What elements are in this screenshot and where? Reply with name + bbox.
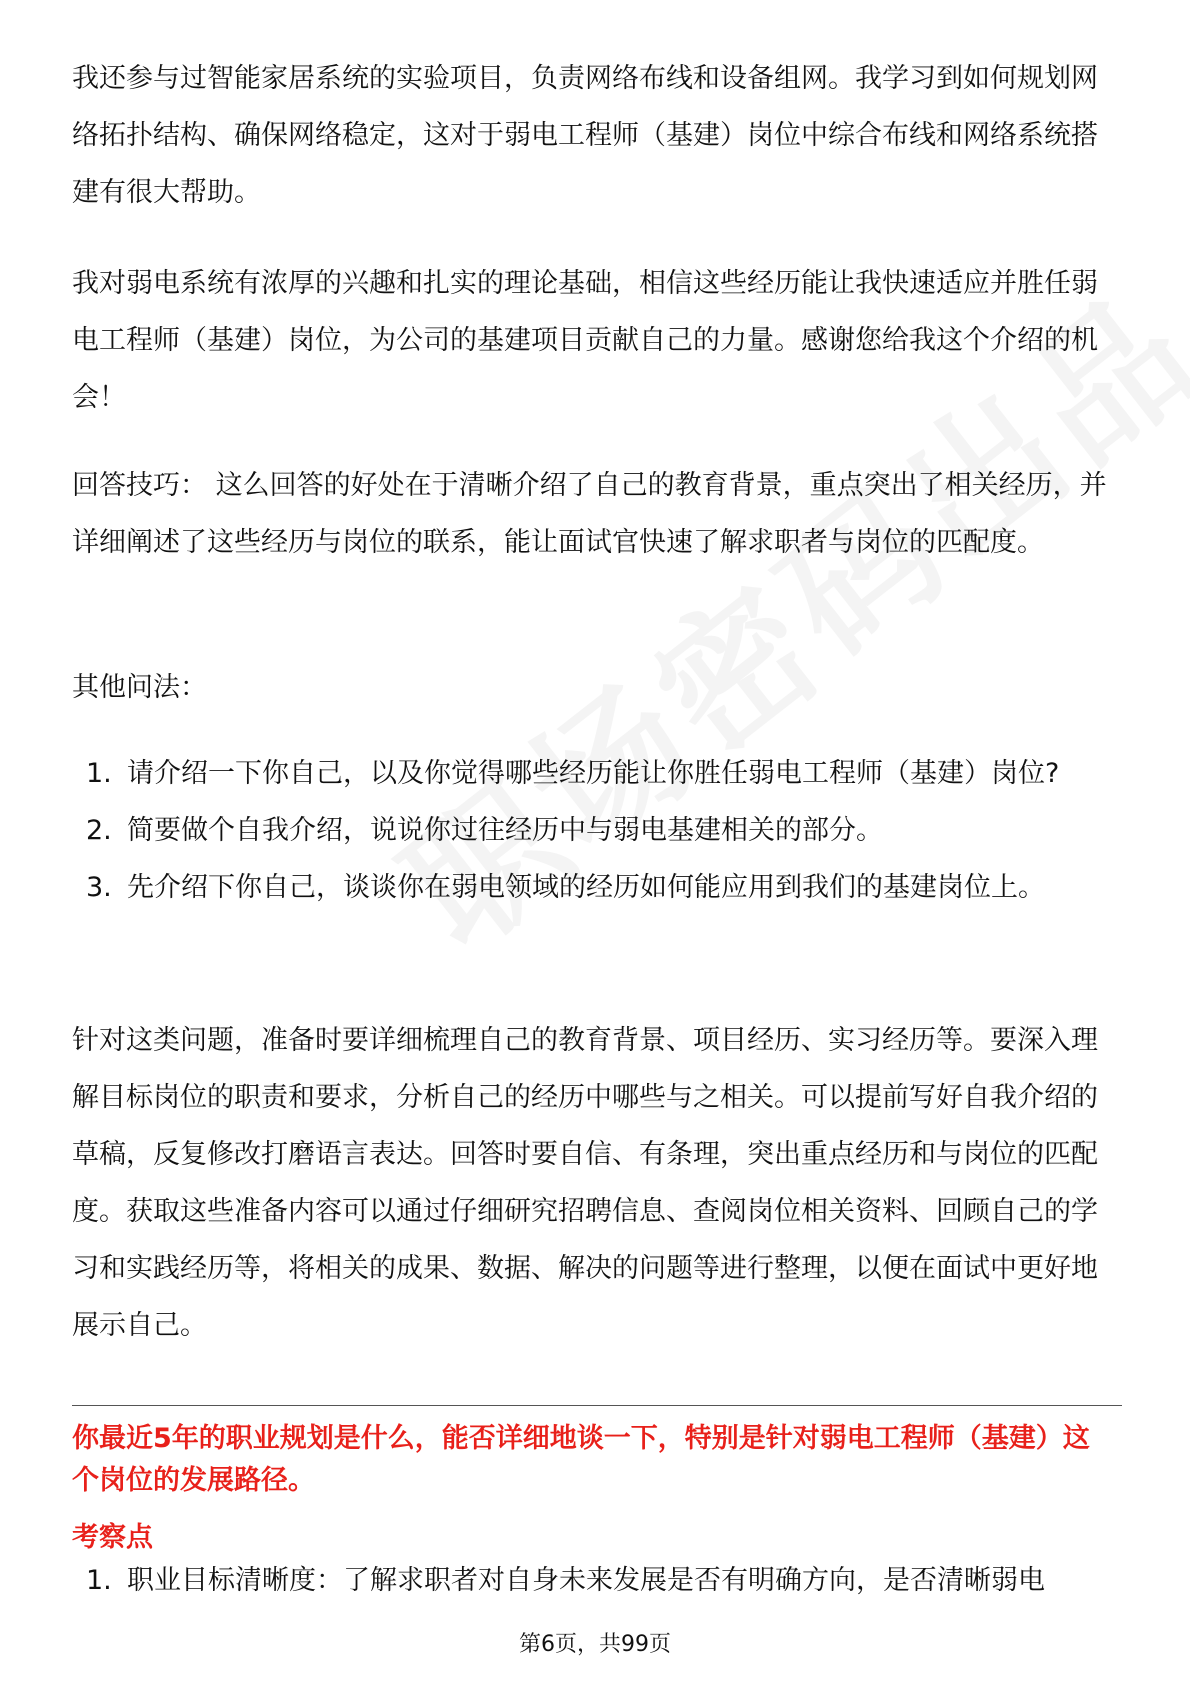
list-item-text: 简要做个自我介绍，说说你过往经历中与弱电基建相关的部分。 xyxy=(127,815,883,846)
other-questions-list xyxy=(72,745,1112,916)
list-item-number: 1. xyxy=(86,758,112,789)
list-item xyxy=(72,745,1112,802)
list-item-number: 3. xyxy=(86,872,112,903)
list-item xyxy=(72,802,1112,859)
section-divider xyxy=(72,1405,1122,1406)
paragraph-answer-tips: 回答技巧： 这么回答的好处在于清晰介绍了自己的教育背景，重点突出了相关经历，并详细阐述了这些经历与岗位的联系，能让面试官快速了解求职者与岗位的匹配度。 xyxy=(72,470,1107,558)
paragraph-interest-summary: 我对弱电系统有浓厚的兴趣和扎实的理论基础，相信这些经历能让我快速适应并胜任弱电工程师（基建）岗位，为公司的基建项目贡献自己的力量。感谢您给我这个介绍的机会！ xyxy=(72,268,1098,413)
list-item-text: 职业目标清晰度：了解求职者对自身未来发展是否有明确方向，是否清晰弱电 xyxy=(127,1565,1045,1596)
paragraph-other-questions-heading: 其他问法： xyxy=(72,672,207,703)
page-footer: 第6页，共99页 xyxy=(519,1632,671,1657)
exam-points-title: 考察点 xyxy=(72,1522,153,1553)
list-item-number: 2. xyxy=(86,815,112,846)
list-item xyxy=(72,1552,1112,1609)
paragraph-smart-home-project: 我还参与过智能家居系统的实验项目，负责网络布线和设备组网。我学习到如何规划网络拓扑结构、确保网络稳定，这对于弱电工程师（基建）岗位中综合布线和网络系统搭建有很大帮助。 xyxy=(72,63,1098,208)
paragraph-preparation-advice: 针对这类问题，准备时要详细梳理自己的教育背景、项目经历、实习经历等。要深入理解目标岗位的职责和要求，分析自己的经历中哪些与之相关。可以提前写好自我介绍的草稿，反复修改打磨语言表达。回答时要自信、有条理，突出重点经历和与岗位的匹配度。获取这些准备内容可以通过仔细研究招聘信息、查阅岗位相关资料、回顾自己的学习和实践经历等，将相关的成果、数据、解决的问题等进行整理，以便在面试中更好地展示自己。 xyxy=(72,1025,1098,1341)
list-item xyxy=(72,859,1112,916)
list-item-text: 请介绍一下你自己，以及你觉得哪些经历能让你胜任弱电工程师（基建）岗位? xyxy=(127,758,1060,789)
list-item-text: 先介绍下你自己，谈谈你在弱电领域的经历如何能应用到我们的基建岗位上。 xyxy=(127,872,1045,903)
list-item-number: 1. xyxy=(86,1565,112,1596)
exam-points-list xyxy=(72,1552,1112,1609)
interview-question-heading: 你最近5年的职业规划是什么，能否详细地谈一下，特别是针对弱电工程师（基建）这个岗位的发展路径。 xyxy=(72,1423,1090,1496)
